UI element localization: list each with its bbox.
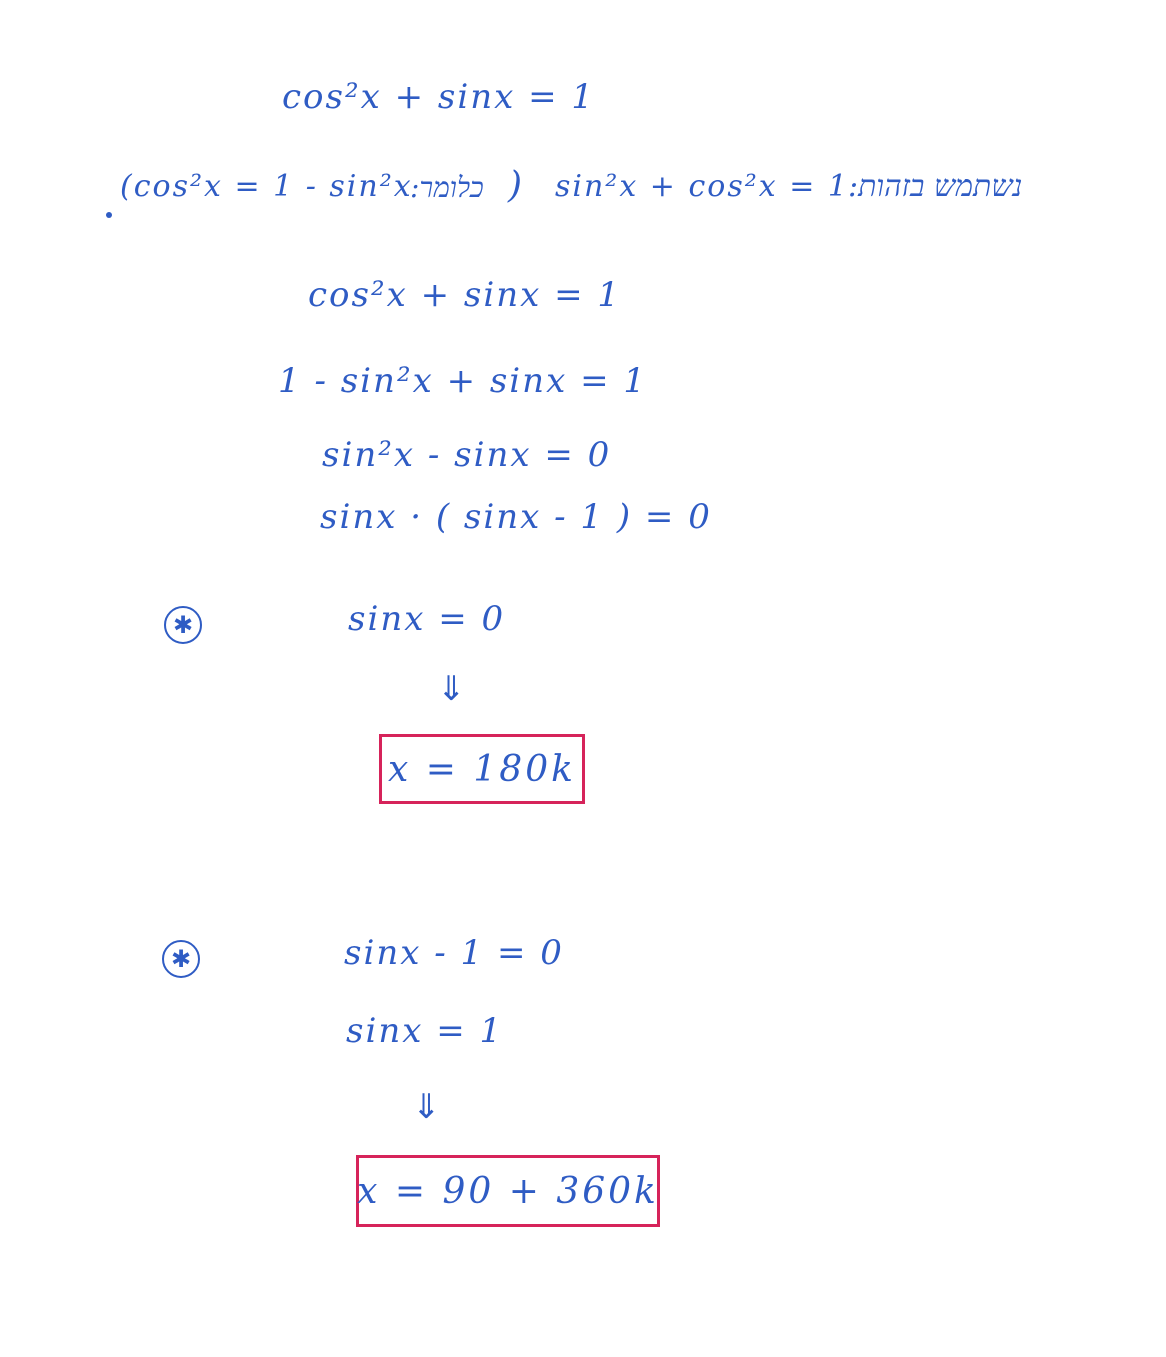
case-2-implies-arrow-icon: ⇓ [412,1087,441,1127]
case-2-equation-b: sinx = 1 [346,1011,504,1051]
identity-note-expression: (cos²x = 1 - sin²x [120,169,413,204]
equation-original: cos²x + sinx = 1 [282,77,595,117]
case-1-star-icon: ✱ [164,606,202,644]
case-1-result: x = 180k [388,748,576,790]
case-1-equation: sinx = 0 [348,599,506,639]
equation-step-3: sin²x - sinx = 0 [322,435,612,475]
pythagorean-identity: sin²x + cos²x = 1 [555,169,849,204]
hebrew-intro: נשתמש בזהות: [848,169,1023,204]
equation-factored: sinx · ( sinx - 1 ) = 0 [320,497,712,537]
identity-note-label: כלומר: [410,171,484,204]
case-2-equation-a: sinx - 1 = 0 [344,933,564,973]
case-2-result-box [356,1155,660,1227]
case-1-implies-arrow-icon: ⇓ [437,669,466,709]
case-2-star-icon: ✱ [162,940,200,978]
identity-note-close: ) [508,165,525,206]
case-2-result: x = 90 + 360k [357,1170,659,1212]
equation-step-2: 1 - sin²x + sinx = 1 [278,361,647,401]
equation-step-1: cos²x + sinx = 1 [308,275,621,315]
period-dot [106,212,112,218]
case-1-result-box [379,734,585,804]
